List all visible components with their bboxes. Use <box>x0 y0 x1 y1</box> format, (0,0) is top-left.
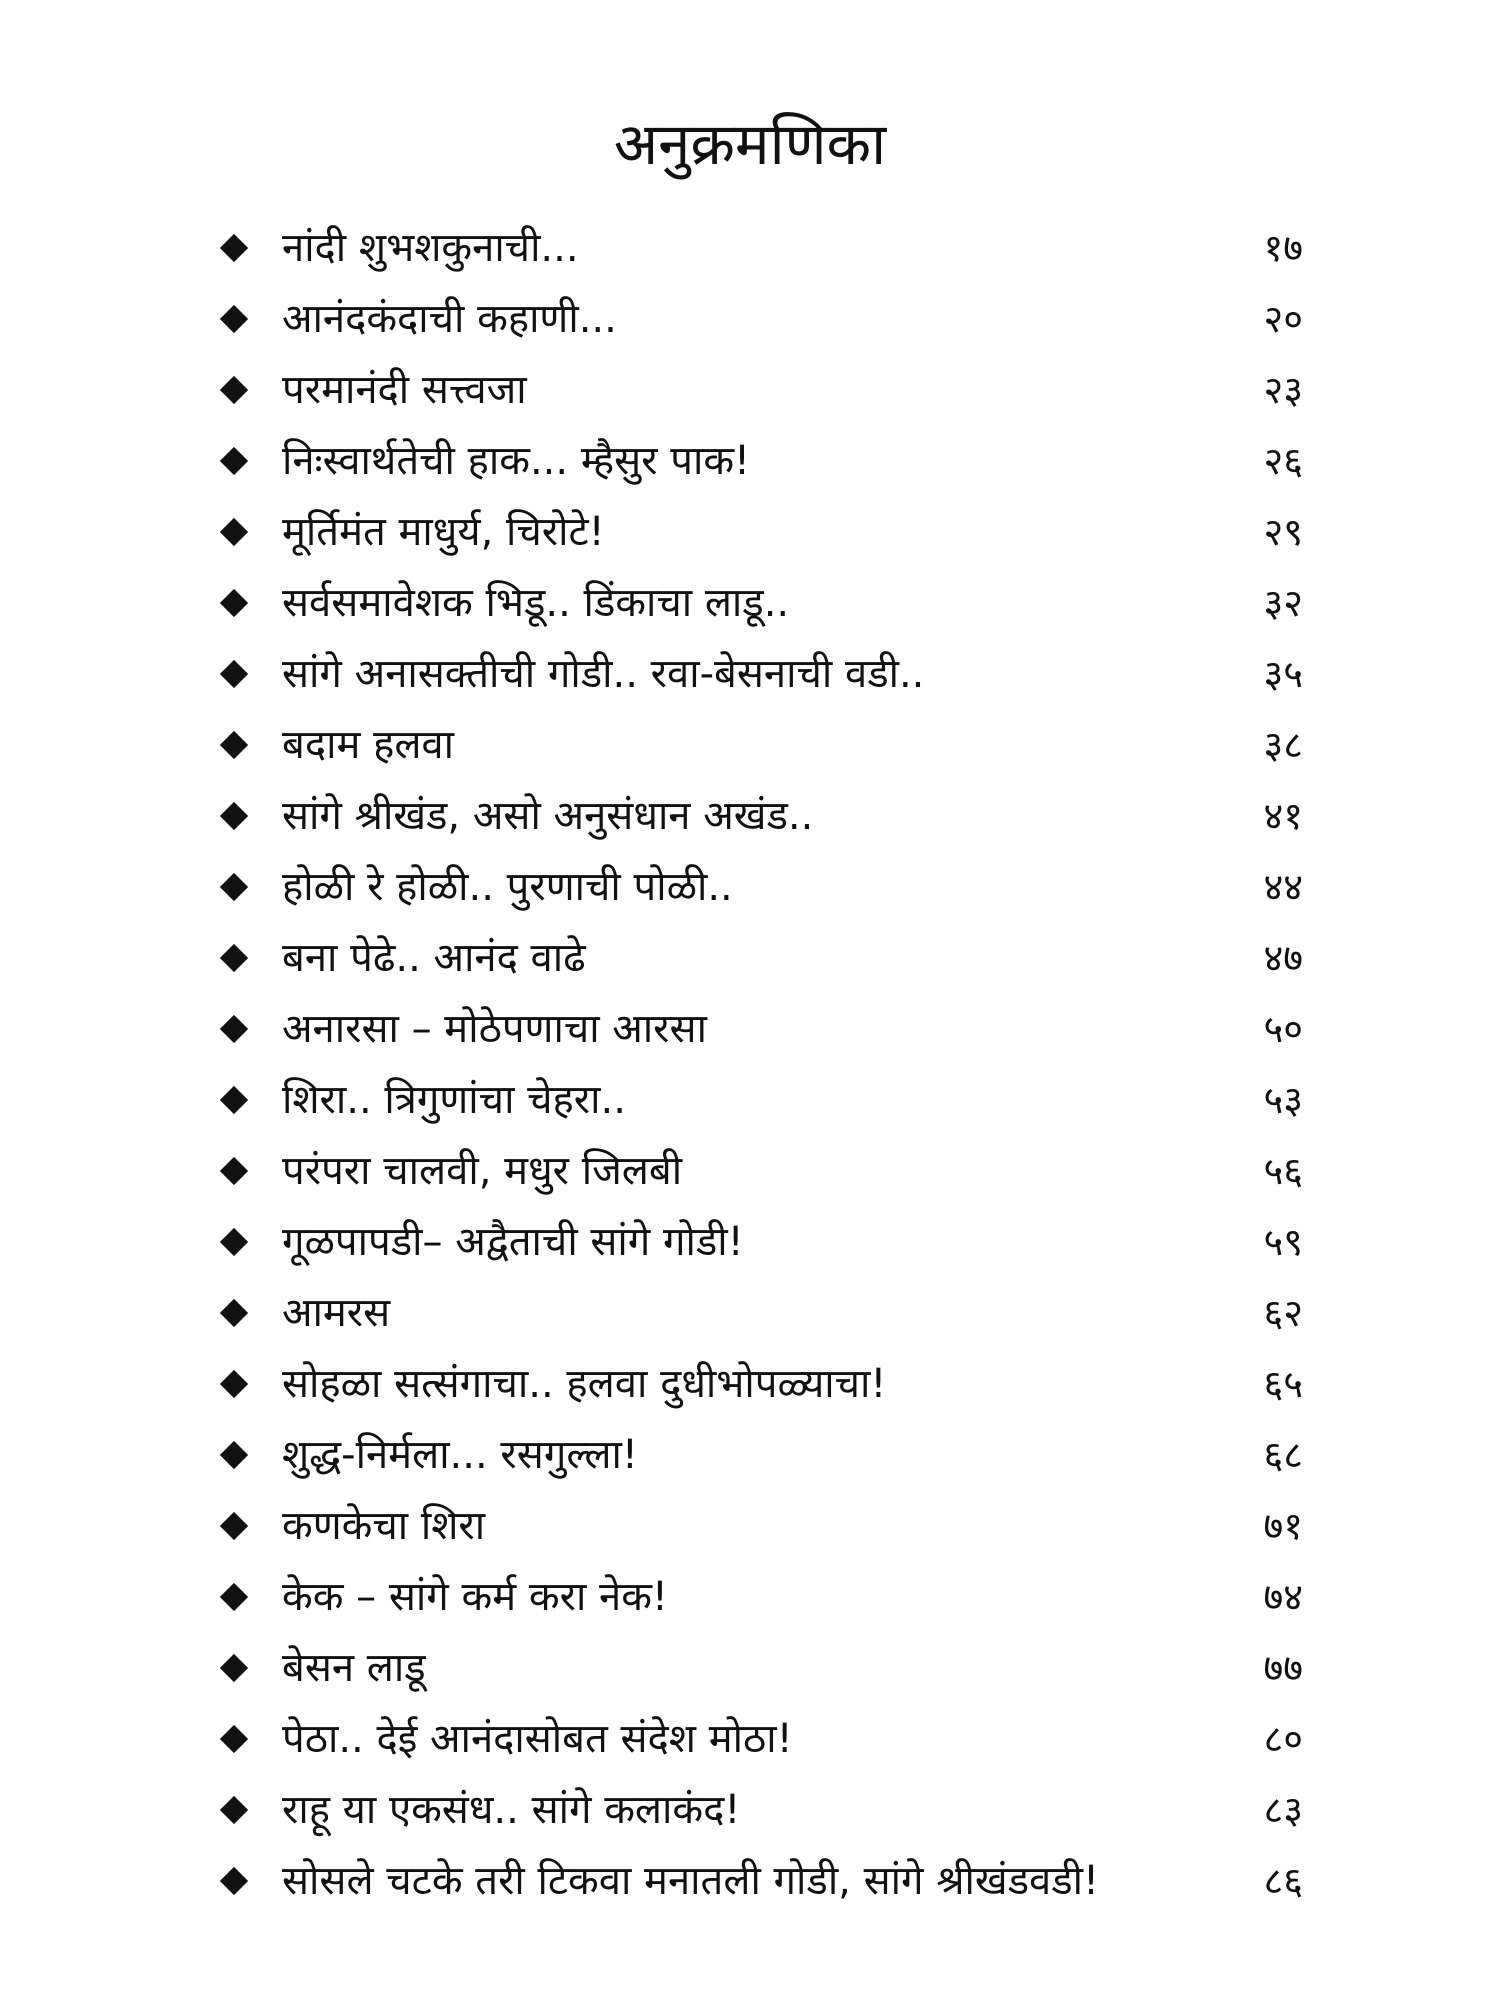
toc-entry-page: २९ <box>1263 509 1303 554</box>
toc-entry <box>218 425 1303 496</box>
toc-entry-title: बना पेढे.. आनंद वाढे <box>282 934 586 981</box>
toc-entry-title: गूळपापडी– अद्वैताची सांगे गोडी! <box>282 1218 744 1265</box>
toc-entry-title: पेठा.. देई आनंदासोबत संदेश मोठा! <box>282 1715 793 1762</box>
toc-entry-page: २६ <box>1263 438 1303 483</box>
toc-entry-title: निःस्वार्थतेची हाक... म्हैसुर पाक! <box>282 437 751 484</box>
toc-entry-page: ७७ <box>1263 1645 1303 1690</box>
toc-entry <box>218 1703 1303 1774</box>
toc-entry-title: केक – सांगे कर्म करा नेक! <box>282 1573 668 1620</box>
toc-entry <box>218 354 1303 425</box>
toc-entry-page: ७४ <box>1263 1574 1303 1619</box>
toc-entry <box>218 780 1303 851</box>
toc-entry-page: ४४ <box>1263 864 1303 909</box>
toc-entry-title: कणकेचा शिरा <box>282 1502 486 1549</box>
toc-entry-title: परंपरा चालवी, मधुर जिलबी <box>282 1147 683 1194</box>
toc-entry-title: सांगे श्रीखंड, असो अनुसंधान अखंड.. <box>282 792 814 839</box>
diamond-bullet-icon <box>220 1582 248 1610</box>
toc-entry <box>218 638 1303 709</box>
diamond-bullet-icon <box>220 304 248 332</box>
toc-entry-page: ५० <box>1263 1006 1303 1051</box>
toc-entry-page: ८३ <box>1263 1787 1303 1832</box>
toc-entry-title: आमरस <box>282 1289 391 1336</box>
toc-entry <box>218 922 1303 993</box>
diamond-bullet-icon <box>220 1085 248 1113</box>
toc-entry-title: सोसले चटके तरी टिकवा मनातली गोडी, सांगे श्रीखंडवडी! <box>282 1857 1100 1904</box>
toc-entry-title: बदाम हलवा <box>282 721 455 768</box>
diamond-bullet-icon <box>220 1795 248 1823</box>
toc-entry <box>218 1277 1303 1348</box>
toc-entry <box>218 1561 1303 1632</box>
toc-entry-title: बेसन लाडू <box>282 1644 426 1691</box>
toc-entry <box>218 709 1303 780</box>
toc-entry <box>218 1845 1303 1916</box>
toc-entry-page: ४७ <box>1263 935 1303 980</box>
toc-entry-title: सर्वसमावेशक भिडू.. डिंकाचा लाडू.. <box>282 579 790 626</box>
diamond-bullet-icon <box>220 1511 248 1539</box>
toc-entry-page: १७ <box>1263 225 1303 270</box>
toc-entry <box>218 1490 1303 1561</box>
toc-entry-page: ४१ <box>1263 793 1303 838</box>
page-heading: अनुक्रमणिका <box>613 110 887 178</box>
toc-entry-title: नांदी शुभशकुनाची... <box>282 224 579 271</box>
table-of-contents <box>218 212 1303 1916</box>
toc-entry-page: ८० <box>1263 1716 1303 1761</box>
diamond-bullet-icon <box>220 1440 248 1468</box>
diamond-bullet-icon <box>220 375 248 403</box>
toc-entry <box>218 1206 1303 1277</box>
diamond-bullet-icon <box>220 801 248 829</box>
toc-entry <box>218 1419 1303 1490</box>
toc-entry-title: अनारसा – मोठेपणाचा आरसा <box>282 1005 707 1052</box>
diamond-bullet-icon <box>220 1298 248 1326</box>
toc-entry-title: होळी रे होळी.. पुरणाची पोळी.. <box>282 863 733 910</box>
toc-entry <box>218 567 1303 638</box>
toc-entry-page: ६५ <box>1263 1361 1303 1406</box>
toc-entry-page: ३८ <box>1263 722 1303 767</box>
toc-entry <box>218 1774 1303 1845</box>
toc-entry <box>218 851 1303 922</box>
toc-entry-page: ८६ <box>1263 1858 1303 1903</box>
diamond-bullet-icon <box>220 1724 248 1752</box>
toc-entry-title: शिरा.. त्रिगुणांचा चेहरा.. <box>282 1076 626 1123</box>
toc-entry <box>218 1064 1303 1135</box>
toc-entry-page: ७१ <box>1263 1503 1303 1548</box>
diamond-bullet-icon <box>220 1156 248 1184</box>
toc-entry-page: ५३ <box>1263 1077 1303 1122</box>
toc-entry-page: ३२ <box>1263 580 1303 625</box>
diamond-bullet-icon <box>220 659 248 687</box>
diamond-bullet-icon <box>220 1369 248 1397</box>
toc-entry-title: परमानंदी सत्त्वजा <box>282 366 527 413</box>
diamond-bullet-icon <box>220 730 248 758</box>
toc-entry <box>218 212 1303 283</box>
toc-entry <box>218 1348 1303 1419</box>
toc-entry <box>218 993 1303 1064</box>
toc-entry-page: ५६ <box>1263 1148 1303 1193</box>
toc-entry-title: सांगे अनासक्तीची गोडी.. रवा-बेसनाची वडी.. <box>282 650 925 697</box>
diamond-bullet-icon <box>220 233 248 261</box>
toc-entry-page: २० <box>1263 296 1303 341</box>
toc-entry-page: ६२ <box>1263 1290 1303 1335</box>
toc-entry <box>218 1135 1303 1206</box>
toc-entry-title: मूर्तिमंत माधुर्य, चिरोटे! <box>282 508 605 555</box>
toc-entry-page: ३५ <box>1263 651 1303 696</box>
toc-entry <box>218 1632 1303 1703</box>
toc-entry-page: ६८ <box>1263 1432 1303 1477</box>
diamond-bullet-icon <box>220 943 248 971</box>
diamond-bullet-icon <box>220 588 248 616</box>
diamond-bullet-icon <box>220 872 248 900</box>
toc-entry-page: २३ <box>1263 367 1303 412</box>
diamond-bullet-icon <box>220 1227 248 1255</box>
diamond-bullet-icon <box>220 517 248 545</box>
diamond-bullet-icon <box>220 1653 248 1681</box>
toc-entry-title: आनंदकंदाची कहाणी... <box>282 295 617 342</box>
toc-entry-title: सोहळा सत्संगाचा.. हलवा दुधीभोपळ्याचा! <box>282 1360 887 1407</box>
toc-entry-page: ५९ <box>1263 1219 1303 1264</box>
toc-entry <box>218 283 1303 354</box>
toc-entry <box>218 496 1303 567</box>
diamond-bullet-icon <box>220 1014 248 1042</box>
toc-entry-title: राहू या एकसंध.. सांगे कलाकंद! <box>282 1786 741 1833</box>
diamond-bullet-icon <box>220 1866 248 1894</box>
diamond-bullet-icon <box>220 446 248 474</box>
toc-entry-title: शुद्ध-निर्मला... रसगुल्ला! <box>282 1431 638 1478</box>
